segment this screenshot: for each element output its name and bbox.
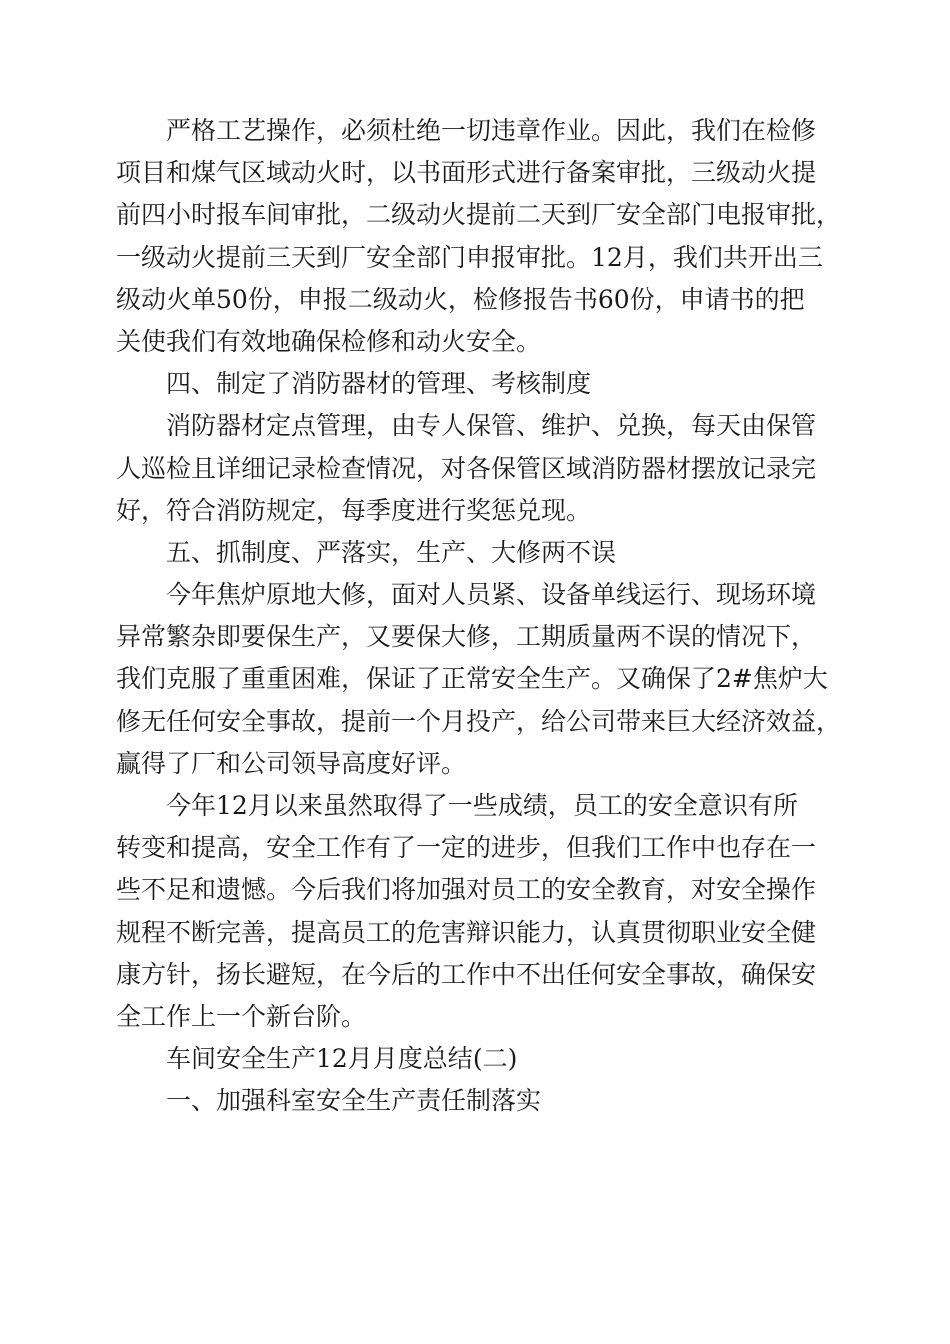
- text-line: 五、抓制度、严落实，生产、大修两不误: [166, 537, 617, 567]
- text-line: 康方针，扬长避短，在今后的工作中不出任何安全事故，确保安: [116, 959, 817, 989]
- text-line: 车间安全生产12月月度总结(二): [166, 1044, 518, 1074]
- text-line: 项目和煤气区域动火时，以书面形式进行备案审批，三级动火提: [116, 158, 817, 188]
- text-line: 好，符合消防规定，每季度进行奖惩兑现。: [116, 495, 592, 525]
- text-line: 转变和提高，安全工作有了一定的进步，但我们工作中也存在一: [116, 833, 817, 863]
- text-line: 规程不断完善，提高员工的危害辩识能力，认真贯彻职业安全健: [116, 917, 817, 947]
- text-line: 人巡检且详细记录检查情况，对各保管区域消防器材摆放记录完: [116, 453, 817, 483]
- text-line: 前四小时报车间审批，二级动火提前二天到厂安全部门电报审批，: [116, 200, 842, 230]
- text-line: 全工作上一个新台阶。: [116, 1001, 367, 1031]
- text-line: 赢得了厂和公司领导高度好评。: [116, 748, 467, 778]
- text-line: 异常繁杂即要保生产，又要保大修，工期质量两不误的情况下，: [116, 622, 817, 652]
- text-line: 严格工艺操作，必须杜绝一切违章作业。因此，我们在检修: [166, 116, 817, 145]
- document-body: [116, 110, 842, 1123]
- text-line: 修无任何安全事故，提前一个月投产，给公司带来巨大经济效益，: [116, 706, 842, 736]
- text-line: 级动火单50份，申报二级动火，检修报告书60份，申请书的把: [116, 284, 805, 314]
- text-line: 一级动火提前三天到厂安全部门申报审批。12月，我们共开出三: [116, 242, 823, 272]
- text-line: 今年12月以来虽然取得了一些成绩，员工的安全意识有所: [166, 791, 798, 820]
- text-line: 今年焦炉原地大修，面对人员紧、设备单线运行、现场环境: [166, 580, 817, 610]
- text-line: 消防器材定点管理，由专人保管、维护、兑换，每天由保管: [166, 411, 817, 441]
- text-line: 些不足和遗憾。今后我们将加强对员工的安全教育，对安全操作: [116, 875, 817, 905]
- text-line: 一、加强科室安全生产责任制落实: [166, 1086, 542, 1116]
- text-line: 四、制定了消防器材的管理、考核制度: [166, 369, 592, 399]
- text-line: 关使我们有效地确保检修和动火安全。: [116, 326, 542, 356]
- text-line: 我们克服了重重困难，保证了正常安全生产。又确保了2#焦炉大: [116, 664, 828, 694]
